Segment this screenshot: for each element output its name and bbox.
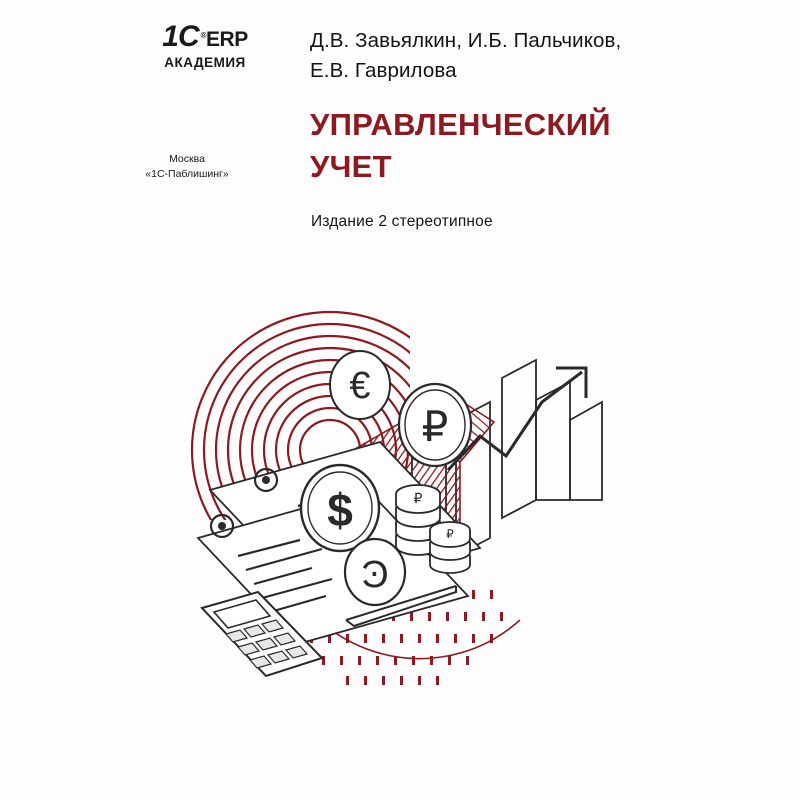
publisher-house: «1С-Паблишинг» bbox=[145, 168, 229, 180]
publisher-logo bbox=[140, 22, 270, 70]
coin-euro-icon bbox=[330, 351, 390, 419]
page-title bbox=[310, 104, 740, 188]
logo-row bbox=[140, 22, 270, 52]
title-line-1: УПРАВЛЕНЧЕСКИЙ bbox=[310, 107, 611, 142]
edition-label: Издание 2 стереотипное bbox=[311, 213, 493, 230]
svg-text:€: € bbox=[349, 365, 371, 407]
publisher-block bbox=[128, 152, 246, 182]
coin-stack-ruble-label: ₽ bbox=[413, 490, 423, 506]
publisher-city: Москва bbox=[169, 153, 205, 165]
coin-ruble-icon bbox=[399, 384, 471, 466]
registered-mark-icon: ® bbox=[200, 30, 207, 40]
logo-erp-label: ERP bbox=[206, 27, 248, 51]
logo-erp-text bbox=[201, 25, 248, 50]
title-line-2: УЧЕТ bbox=[310, 149, 392, 184]
coin-dollar-icon bbox=[301, 465, 379, 551]
svg-text:$: $ bbox=[327, 484, 353, 536]
svg-text:Ͽ: Ͽ bbox=[361, 554, 389, 596]
cover-illustration bbox=[150, 290, 670, 730]
logo-1c-text: 1C bbox=[162, 20, 199, 53]
svg-text:₽: ₽ bbox=[421, 403, 449, 450]
logo-academy-label: АКАДЕМИЯ bbox=[164, 55, 246, 70]
authors-line-1: Д.В. Завьялкин, И.Б. Пальчиков, bbox=[310, 29, 622, 52]
authors-line-2: Е.В. Гаврилова bbox=[310, 59, 457, 82]
coin-stack-ruble-label-2: ₽ bbox=[446, 527, 454, 541]
authors-block bbox=[310, 26, 730, 86]
